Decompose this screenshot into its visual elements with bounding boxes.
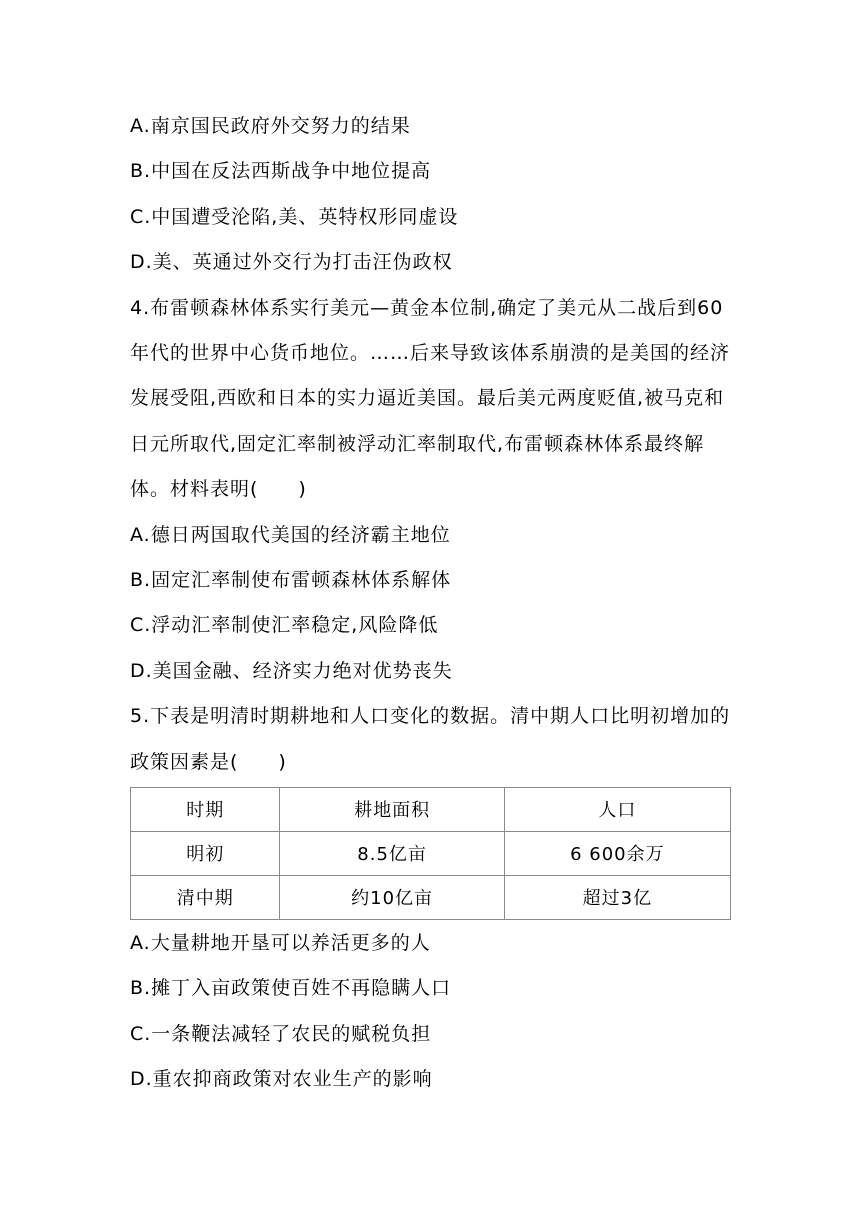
question-3-options <box>130 104 734 286</box>
table-header-cell: 人口 <box>504 787 730 831</box>
question-4-stem <box>130 286 734 513</box>
stem-line: 日元所取代,固定汇率制被浮动汇率制取代,布雷顿森林体系最终解 <box>130 432 705 455</box>
stem-line: 4.布雷顿森林体系实行美元—黄金本位制,确定了美元从二战后到60 <box>130 296 724 319</box>
option-b: B.中国在反法西斯战争中地位提高 <box>130 160 432 183</box>
table-header-cell: 时期 <box>131 787 280 831</box>
stem-line: 体。材料表明( ) <box>130 478 307 501</box>
option-d: D.美国金融、经济实力绝对优势丧失 <box>130 659 453 682</box>
table-header-row <box>131 787 731 831</box>
table-cell: 8.5亿亩 <box>280 831 504 875</box>
table-header-cell: 耕地面积 <box>280 787 504 831</box>
table-row <box>131 831 731 875</box>
option-d: D.重农抑商政策对农业生产的影响 <box>130 1068 433 1091</box>
option-c: C.一条鞭法减轻了农民的赋税负担 <box>130 1022 432 1045</box>
option-a: A.南京国民政府外交努力的结果 <box>130 115 411 137</box>
option-a: A.大量耕地开垦可以养活更多的人 <box>130 931 431 954</box>
option-a: A.德日两国取代美国的经济霸主地位 <box>130 523 451 546</box>
question-5-stem <box>130 694 734 785</box>
table-cell: 6 600余万 <box>504 831 730 875</box>
table-cell: 约10亿亩 <box>280 875 504 919</box>
option-d: D.美、英通过外交行为打击汪伪政权 <box>130 251 453 274</box>
table-cell: 清中期 <box>131 875 280 919</box>
stem-line: 发展受阻,西欧和日本的实力逼近美国。最后美元两度贬值,被马克和 <box>130 387 725 410</box>
data-table <box>130 787 731 920</box>
stem-line: 年代的世界中心货币地位。……后来导致该体系崩溃的是美国的经济 <box>130 341 731 364</box>
option-c: C.中国遭受沦陷,美、英特权形同虚设 <box>130 205 459 228</box>
stem-line: 政策因素是( ) <box>130 750 287 773</box>
table-cell: 超过3亿 <box>504 875 730 919</box>
table-cell: 明初 <box>131 831 280 875</box>
option-b: B.固定汇率制使布雷顿森林体系解体 <box>130 568 452 591</box>
option-c: C.浮动汇率制使汇率稳定,风险降低 <box>130 614 439 637</box>
option-b: B.摊丁入亩政策使百姓不再隐瞒人口 <box>130 977 452 1000</box>
table-row <box>131 875 731 919</box>
question-5 <box>130 694 734 1102</box>
document-page <box>130 104 734 1103</box>
question-4 <box>130 286 734 695</box>
stem-line: 5.下表是明清时期耕地和人口变化的数据。清中期人口比明初增加的 <box>130 705 731 728</box>
